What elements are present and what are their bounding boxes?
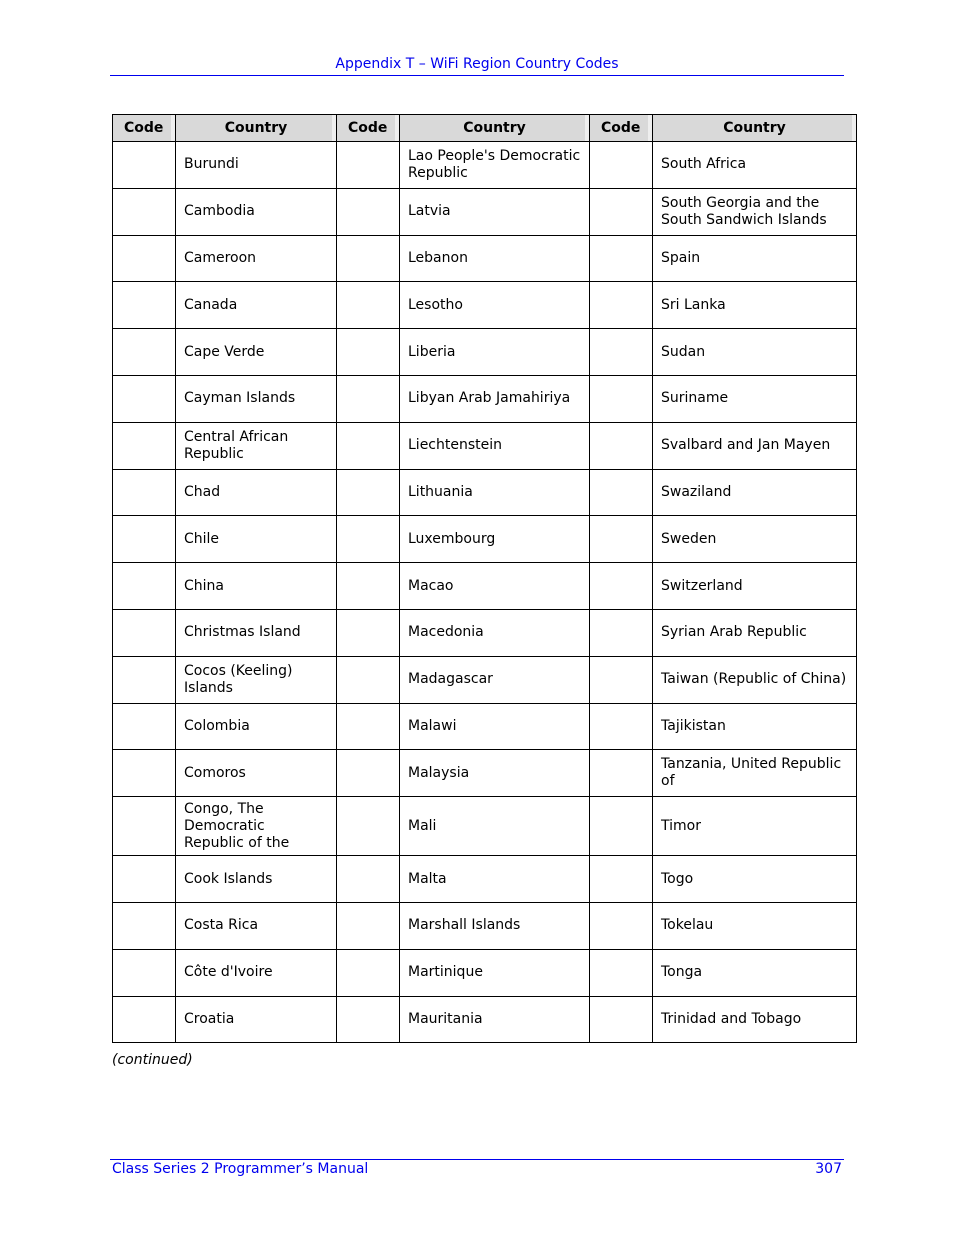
country-cell: Cook Islands — [176, 856, 337, 903]
code-cell — [113, 422, 176, 469]
country-cell: Lao People's Democratic Republic — [400, 142, 590, 189]
country-cell: South Georgia and the South Sandwich Islands — [653, 188, 857, 235]
table-row — [113, 656, 857, 703]
country-cell: Cocos (Keeling) Islands — [176, 656, 337, 703]
country-cell: Costa Rica — [176, 902, 337, 949]
country-cell: Mauritania — [400, 996, 590, 1043]
footer-manual-title: Class Series 2 Programmer’s Manual — [112, 1161, 369, 1177]
table-row — [113, 563, 857, 610]
country-cell: Libyan Arab Jamahiriya — [400, 375, 590, 422]
code-cell — [590, 235, 653, 282]
code-cell — [337, 188, 400, 235]
country-cell: Canada — [176, 282, 337, 329]
code-cell — [337, 516, 400, 563]
code-cell — [337, 469, 400, 516]
country-codes-table — [112, 114, 857, 1043]
country-cell: Madagascar — [400, 656, 590, 703]
country-cell: Macao — [400, 563, 590, 610]
country-cell: Cameroon — [176, 235, 337, 282]
code-cell — [337, 856, 400, 903]
country-cell: Christmas Island — [176, 609, 337, 656]
country-cell: Martinique — [400, 949, 590, 996]
table-row — [113, 902, 857, 949]
code-cell — [113, 797, 176, 856]
country-cell: Malta — [400, 856, 590, 903]
code-cell — [337, 329, 400, 376]
code-cell — [590, 750, 653, 797]
country-cell: Malawi — [400, 703, 590, 750]
country-cell: Togo — [653, 856, 857, 903]
country-cell: Liechtenstein — [400, 422, 590, 469]
code-cell — [590, 516, 653, 563]
code-cell — [113, 949, 176, 996]
code-cell — [337, 656, 400, 703]
code-cell — [590, 142, 653, 189]
code-cell — [113, 469, 176, 516]
code-cell — [590, 609, 653, 656]
country-cell: Spain — [653, 235, 857, 282]
country-cell: Cape Verde — [176, 329, 337, 376]
code-cell — [590, 703, 653, 750]
footer-rule — [110, 1159, 844, 1160]
code-cell — [337, 902, 400, 949]
column-header-country: Country — [400, 115, 590, 142]
code-cell — [337, 282, 400, 329]
country-cell: Sri Lanka — [653, 282, 857, 329]
code-cell — [590, 375, 653, 422]
code-cell — [113, 375, 176, 422]
table-row — [113, 856, 857, 903]
country-cell: Colombia — [176, 703, 337, 750]
code-cell — [590, 996, 653, 1043]
table-row — [113, 609, 857, 656]
code-cell — [337, 375, 400, 422]
country-cell: Tajikistan — [653, 703, 857, 750]
country-cell: Sudan — [653, 329, 857, 376]
code-cell — [113, 235, 176, 282]
country-cell: Lesotho — [400, 282, 590, 329]
country-cell: Tonga — [653, 949, 857, 996]
country-cell: Taiwan (Republic of China) — [653, 656, 857, 703]
code-cell — [113, 703, 176, 750]
table-row — [113, 469, 857, 516]
country-cell: China — [176, 563, 337, 610]
country-cell: Burundi — [176, 142, 337, 189]
country-cell: Comoros — [176, 750, 337, 797]
column-header-code: Code — [590, 115, 653, 142]
code-cell — [590, 329, 653, 376]
country-cell: Tokelau — [653, 902, 857, 949]
code-cell — [590, 422, 653, 469]
continued-note: (continued) — [112, 1052, 193, 1068]
country-cell: Côte d'Ivoire — [176, 949, 337, 996]
code-cell — [590, 188, 653, 235]
code-cell — [113, 282, 176, 329]
column-header-code: Code — [113, 115, 176, 142]
running-header-title: Appendix T – WiFi Region Country Codes — [335, 56, 619, 72]
code-cell — [113, 902, 176, 949]
country-cell: Lebanon — [400, 235, 590, 282]
country-cell: Cambodia — [176, 188, 337, 235]
table-row — [113, 142, 857, 189]
code-cell — [113, 329, 176, 376]
code-cell — [337, 949, 400, 996]
country-cell: Liberia — [400, 329, 590, 376]
code-cell — [590, 563, 653, 610]
table-row — [113, 375, 857, 422]
code-cell — [590, 469, 653, 516]
code-cell — [113, 996, 176, 1043]
country-cell: Switzerland — [653, 563, 857, 610]
code-cell — [337, 422, 400, 469]
country-cell: Timor — [653, 797, 857, 856]
country-cell: Congo, The Democratic Republic of the — [176, 797, 337, 856]
code-cell — [590, 856, 653, 903]
country-cell: Macedonia — [400, 609, 590, 656]
header-rule — [110, 75, 844, 76]
code-cell — [337, 797, 400, 856]
table-row — [113, 797, 857, 856]
country-cell: Luxembourg — [400, 516, 590, 563]
table-row — [113, 329, 857, 376]
code-cell — [590, 797, 653, 856]
table-header-row — [113, 115, 857, 142]
country-cell: Tanzania, United Republic of — [653, 750, 857, 797]
country-cell: Latvia — [400, 188, 590, 235]
code-cell — [337, 609, 400, 656]
country-cell: Lithuania — [400, 469, 590, 516]
footer-page-number: 307 — [815, 1161, 842, 1177]
table-row — [113, 996, 857, 1043]
code-cell — [590, 282, 653, 329]
table-row — [113, 282, 857, 329]
code-cell — [337, 235, 400, 282]
table-row — [113, 703, 857, 750]
table-body — [113, 142, 857, 1043]
column-header-country: Country — [653, 115, 857, 142]
code-cell — [337, 563, 400, 610]
code-cell — [337, 703, 400, 750]
code-cell — [337, 750, 400, 797]
country-cell: Cayman Islands — [176, 375, 337, 422]
code-cell — [113, 750, 176, 797]
country-cell: Syrian Arab Republic — [653, 609, 857, 656]
code-cell — [113, 516, 176, 563]
code-cell — [590, 902, 653, 949]
country-cell: Chile — [176, 516, 337, 563]
code-cell — [113, 856, 176, 903]
code-cell — [337, 142, 400, 189]
table-row — [113, 188, 857, 235]
code-cell — [337, 996, 400, 1043]
country-cell: South Africa — [653, 142, 857, 189]
table-row — [113, 949, 857, 996]
country-cell: Malaysia — [400, 750, 590, 797]
code-cell — [113, 142, 176, 189]
table-row — [113, 235, 857, 282]
country-cell: Mali — [400, 797, 590, 856]
country-cell: Croatia — [176, 996, 337, 1043]
column-header-country: Country — [176, 115, 337, 142]
country-cell: Svalbard and Jan Mayen — [653, 422, 857, 469]
code-cell — [590, 949, 653, 996]
table-row — [113, 750, 857, 797]
country-cell: Suriname — [653, 375, 857, 422]
country-cell: Sweden — [653, 516, 857, 563]
country-cell: Chad — [176, 469, 337, 516]
table-row — [113, 516, 857, 563]
code-cell — [113, 609, 176, 656]
column-header-code: Code — [337, 115, 400, 142]
code-cell — [113, 656, 176, 703]
country-cell: Swaziland — [653, 469, 857, 516]
country-cell: Marshall Islands — [400, 902, 590, 949]
country-cell: Central African Republic — [176, 422, 337, 469]
country-cell: Trinidad and Tobago — [653, 996, 857, 1043]
code-cell — [113, 563, 176, 610]
code-cell — [590, 656, 653, 703]
code-cell — [113, 188, 176, 235]
table-row — [113, 422, 857, 469]
